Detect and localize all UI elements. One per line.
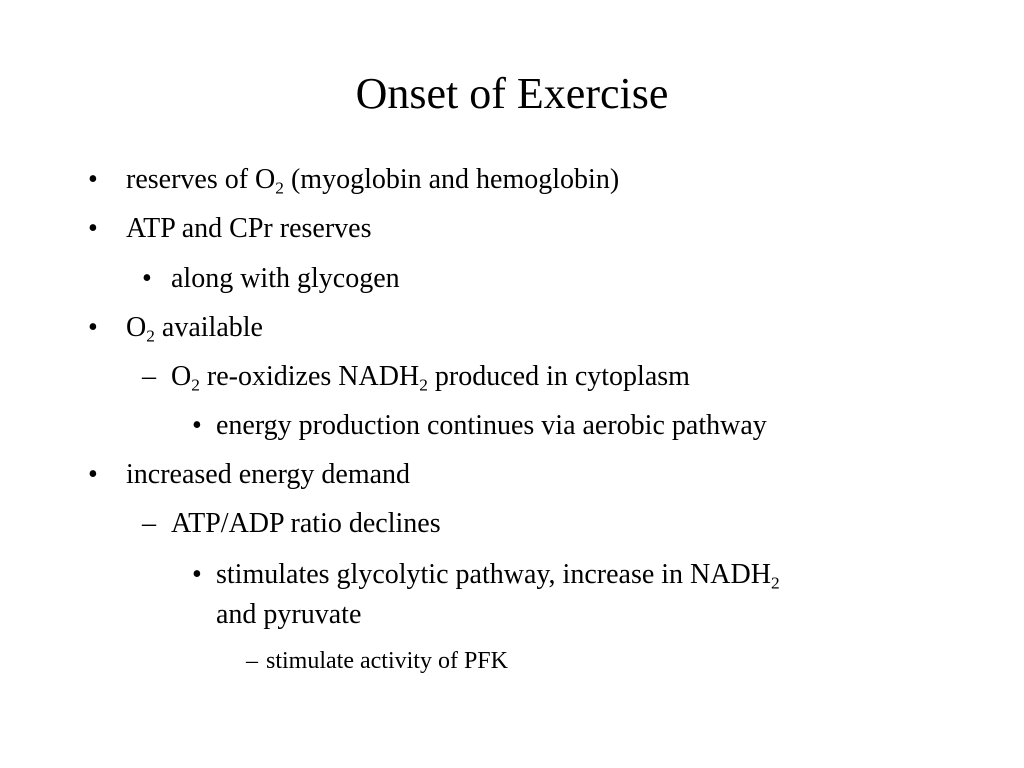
- bullet-item: $O_2$ available: [126, 312, 263, 346]
- dash-marker: –: [142, 508, 156, 539]
- dash-marker: –: [142, 361, 156, 392]
- bullet-item: stimulates glycolytic pathway, increase in $NADH_2$: [216, 559, 780, 593]
- bullet-item: ATP and CPr reserves: [126, 213, 372, 244]
- slide-title: Onset of Exercise: [355, 69, 669, 118]
- bullet-marker: •: [192, 410, 202, 441]
- bullet-item-continuation: and pyruvate: [216, 599, 362, 630]
- bullet-marker: •: [88, 213, 98, 244]
- bullet-marker: •: [192, 559, 202, 590]
- bullet-marker: •: [142, 263, 152, 294]
- bullet-marker: •: [88, 312, 98, 343]
- bullet-item: along with glycogen: [171, 263, 400, 294]
- bullet-item: increased energy demand: [126, 459, 411, 490]
- bullet-marker: •: [88, 459, 98, 490]
- bullet-item: $O_2$ re-oxidizes $NADH_2$ produced in cytoplasm: [171, 361, 690, 395]
- bullet-item: stimulate activity of PFK: [266, 648, 508, 674]
- bullet-item: reserves of $O_2$ (myoglobin and hemoglobin): [126, 164, 620, 198]
- dash-marker: –: [246, 648, 258, 674]
- bullet-item: energy production continues via aerobic pathway: [216, 410, 767, 441]
- bullet-marker: •: [88, 164, 98, 195]
- bullet-item: ATP/ADP ratio declines: [171, 508, 441, 539]
